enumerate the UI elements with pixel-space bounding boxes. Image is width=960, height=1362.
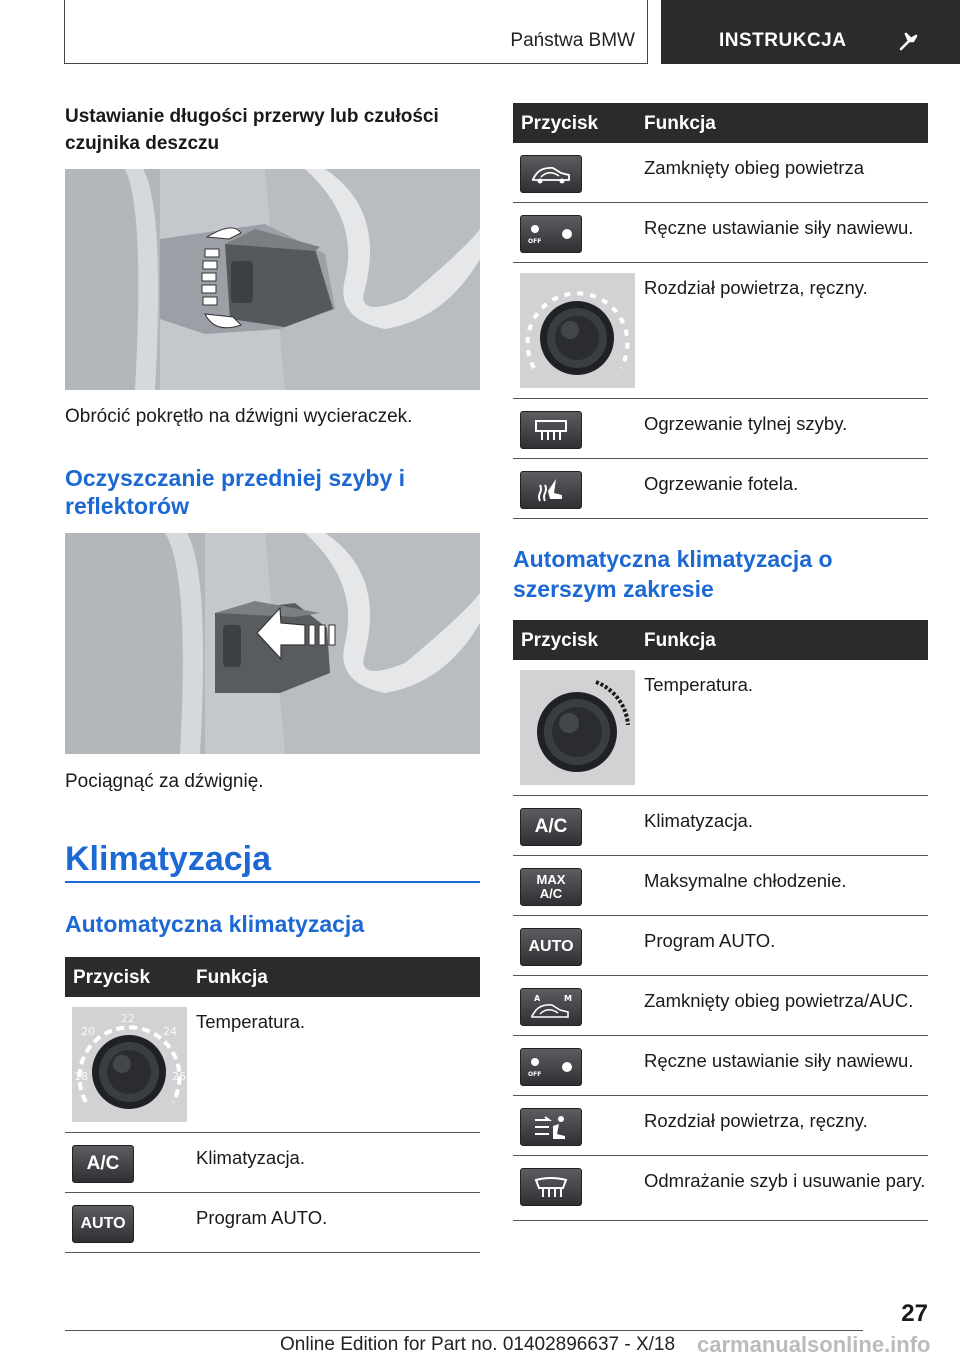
air-distribution-icon — [520, 1108, 582, 1146]
table-row — [65, 997, 480, 1133]
temperature-knob-icon — [520, 670, 635, 785]
wiper-stalk-rotate-photo — [65, 169, 480, 390]
col-function-header: Funkcja — [196, 967, 268, 988]
knob-label: 26 — [172, 1070, 186, 1083]
table-row — [513, 1096, 928, 1156]
table-row — [513, 856, 928, 916]
pull-caption: Pociągnąć za dźwignię. — [65, 771, 264, 792]
function-text: Program AUTO. — [644, 930, 776, 951]
function-text: Rozdział powietrza, ręczny. — [644, 1110, 868, 1131]
function-text: Ręczne ustawianie siły nawiewu. — [644, 217, 914, 238]
knob-label: 20 — [81, 1025, 95, 1038]
function-text: Rozdział powietrza, ręczny. — [644, 277, 868, 298]
table-row — [513, 1036, 928, 1096]
recirculation-auc-icon — [520, 988, 582, 1026]
seat-heating-icon — [520, 471, 582, 509]
header-right-tab — [661, 0, 960, 64]
header-right-label: INSTRUKCJA — [719, 30, 847, 51]
footer-rule — [65, 1330, 863, 1331]
table-row — [513, 660, 928, 796]
table-row — [513, 796, 928, 856]
heading-rule — [65, 881, 480, 883]
table-row — [513, 1156, 928, 1221]
col-button-header: Przycisk — [73, 967, 151, 988]
climate-heading: Klimatyzacja — [65, 840, 271, 878]
function-text: Zamknięty obieg powietrza/AUC. — [644, 990, 914, 1011]
watermark: carmanualsonline.info — [697, 1332, 931, 1357]
ac-button-icon: A/C — [72, 1145, 134, 1183]
extended-climate-heading: Automatyczna klimatyzacja o szerszym zakresie — [513, 546, 833, 602]
table-row — [513, 916, 928, 976]
air-distribution-knob-icon — [520, 273, 635, 388]
wiper-stalk-pull-photo — [65, 533, 480, 754]
table-row — [513, 459, 928, 519]
ac-button-icon: A/C — [520, 808, 582, 846]
table-row — [65, 1193, 480, 1253]
table-row — [65, 1133, 480, 1193]
table-header — [513, 620, 928, 660]
page-number: 27 — [901, 1300, 928, 1327]
fan-off-icon — [520, 1048, 582, 1086]
auto-climate-table — [65, 957, 480, 1253]
knob-label: 24 — [163, 1025, 177, 1038]
function-text: Klimatyzacja. — [644, 810, 753, 831]
function-text: Klimatyzacja. — [196, 1147, 305, 1168]
fan-off-icon — [520, 215, 582, 253]
auto-climate-heading: Automatyczna klimatyzacja — [65, 911, 365, 937]
table-header — [65, 957, 480, 997]
climate-buttons-table — [513, 103, 928, 519]
table-row — [513, 976, 928, 1036]
header-left-tab — [64, 0, 648, 64]
knob-label: 22 — [121, 1012, 135, 1025]
wrench-icon — [898, 30, 920, 52]
table-header — [513, 103, 928, 143]
extended-climate-table — [513, 620, 928, 1221]
function-text: Temperatura. — [644, 674, 753, 695]
rear-defrost-icon — [520, 411, 582, 449]
rotate-caption: Obrócić pokrętło na dźwigni wycieraczek. — [65, 406, 413, 427]
recirculation-icon — [520, 155, 582, 193]
function-text: Ogrzewanie fotela. — [644, 473, 799, 494]
table-row — [513, 203, 928, 263]
svg-text:OFF: OFF — [528, 238, 542, 245]
col-function-header: Funkcja — [644, 113, 716, 134]
header-left-label: Państwa BMW — [510, 30, 635, 51]
max-ac-button-icon: MAX A/C — [520, 868, 582, 906]
col-button-header: Przycisk — [521, 630, 599, 651]
svg-text:OFF: OFF — [528, 1071, 542, 1078]
table-row — [513, 143, 928, 203]
function-text: Odmrażanie szyb i usuwanie pary. — [644, 1170, 926, 1191]
wash-heading: Oczyszczanie przedniej szyby i reflektorów — [65, 465, 406, 519]
table-row — [513, 263, 928, 399]
auto-button-icon: AUTO — [520, 928, 582, 966]
temperature-knob-icon — [72, 1007, 187, 1122]
svg-text:A: A — [534, 994, 541, 1003]
function-text: Ręczne ustawianie siły nawiewu. — [644, 1050, 914, 1071]
front-defrost-icon — [520, 1168, 582, 1206]
function-text: Zamknięty obieg powietrza — [644, 157, 865, 178]
table-row — [513, 399, 928, 459]
function-text: Ogrzewanie tylnej szyby. — [644, 413, 848, 434]
edition-text: Online Edition for Part no. 01402896637 - X/18 — [280, 1334, 676, 1355]
rain-sensor-subheading: Ustawianie długości przerwy lub czułości czujnika deszczu — [65, 106, 439, 154]
function-text: Temperatura. — [196, 1011, 305, 1032]
knob-label: 18 — [74, 1070, 88, 1083]
col-function-header: Funkcja — [644, 630, 716, 651]
function-text: Program AUTO. — [196, 1207, 328, 1228]
svg-text:M: M — [564, 994, 572, 1003]
function-text: Maksymalne chłodzenie. — [644, 870, 847, 891]
auto-button-icon: AUTO — [72, 1205, 134, 1243]
col-button-header: Przycisk — [521, 113, 599, 134]
